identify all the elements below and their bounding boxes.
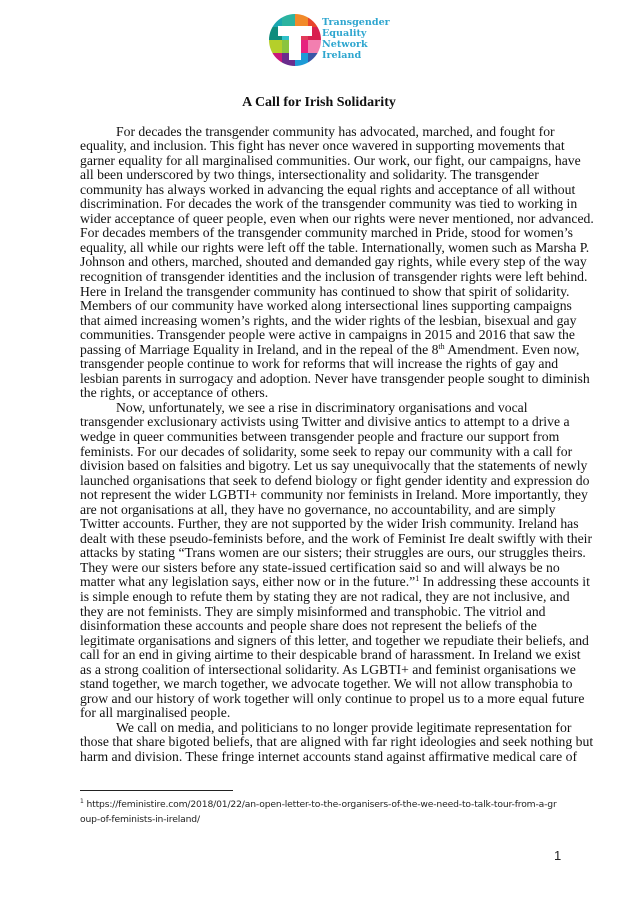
logo-text-line: Equality — [322, 28, 367, 39]
body-text-line — [80, 285, 580, 300]
body-text-line — [80, 530, 593, 547]
line-text: Amendment. Even now, — [444, 341, 580, 357]
body-text-line — [80, 690, 585, 707]
footnote-divider — [80, 790, 233, 791]
line-text: We call on media, and politicians to no longer provide legitimate representation for — [116, 719, 572, 735]
body-text-line — [80, 574, 590, 590]
line-text: all been underscored by two things, intersectionality and solidarity. The transgender — [80, 167, 539, 183]
line-text: communities. Transgender people were active in campaigns in 2015 and 2016 that saw the — [80, 327, 575, 343]
page-number: 1 — [554, 848, 562, 863]
line-text: Johnson and others, marched, shouted and demanded gay rights, while every step of the way — [80, 254, 587, 270]
line-text: transgender exclusionary activists using Twitter and divisive antics to attempt to a drive a — [80, 414, 570, 430]
body-text-line — [80, 299, 580, 314]
line-text: equality, and inclusion. This fight has never once wavered in supporting movements that — [80, 138, 565, 154]
line-text: stand together, we march together, we advocate together. We will not allow transphobia to — [80, 676, 573, 692]
body-text-line — [80, 314, 580, 329]
body-text-line — [80, 357, 580, 372]
line-text: launched organisations that seek to defend biology or fight gender identity and expression do — [80, 472, 590, 488]
line-text: wedge in queer communities between transgender people and fracture our support from — [80, 428, 560, 444]
line-text: for all marginalised people. — [80, 705, 231, 721]
line-text: They were our sisters before any state-issued certification said so and will always be no — [80, 559, 560, 575]
line-text: wider acceptance of queer people, even when our rights were never mentioned, nor advanced. — [80, 210, 594, 226]
line-text: Now, unfortunately, we see a rise in discriminatory organisations and vocal — [116, 399, 528, 415]
line-text: call for an end in giving airtime to their despicable brand of harassment. In Ireland we exist — [80, 647, 581, 663]
line-text: In addressing these accounts it — [419, 574, 590, 590]
line-text: harm and division. These fringe internet accounts stand against affirmative medical care of — [80, 749, 578, 765]
body-text-line — [80, 370, 590, 387]
body-text-line — [80, 619, 580, 634]
footnote-marker: 1 — [80, 798, 84, 805]
body-text-line — [80, 677, 580, 692]
logo-text-line: Transgender — [322, 17, 390, 28]
document-title: A Call for Irish Solidarity — [242, 95, 396, 110]
line-text: Twitter accounts. Further, they are not supported by the wider Irish community. Ireland has — [80, 516, 579, 532]
body-text-line — [80, 517, 580, 532]
body-text-line — [80, 239, 590, 256]
superscript: 1 — [415, 574, 420, 584]
line-text: is simple enough to refute them by stating they are not radical, they are not inclusive, and — [80, 589, 570, 604]
line-text: equality, all while our rights were left off the table. Internationally, women such as Marsha P. — [80, 239, 590, 255]
line-text: transgender people continue to work for reforms that will increase the rights of gay and — [80, 356, 559, 372]
line-text: division based on falsities and bigotry. Let us say unequivocally that the statements of newly — [80, 458, 588, 474]
body-text-line — [80, 472, 590, 489]
footnote-link[interactable]: https://feministire.com/2018/01/22/an-open-letter-to-the-organisers-of-the-we-need-to-talk-tour-from-a-group-of-feminists-in-ireland/ — [80, 799, 557, 825]
line-text: are not organisations at all, they have no governance, no accountability, and are simply — [80, 501, 556, 517]
superscript: th — [438, 341, 445, 351]
body-text-line — [80, 750, 580, 765]
teni-logo-icon — [269, 14, 321, 66]
body-text-line — [80, 226, 580, 241]
line-text: passing of Marriage Equality in Ireland, and in the repeal of the 8 — [80, 341, 439, 357]
body-text-line — [80, 721, 580, 736]
body-text-line — [80, 590, 580, 605]
body-text-line — [80, 401, 580, 416]
line-text: as a strong coalition of intersectional solidarity. As LGBTI+ and feminist organisations we — [80, 661, 576, 677]
line-text: lesbian parents in surrogacy and adoption. Never have transgender people sought to diminish — [80, 370, 590, 386]
body-text-line — [80, 561, 580, 576]
line-text: attacks by stating “Trans women are our sisters; their struggles are ours, our struggles theirs. — [80, 545, 586, 561]
line-text: the rights, or acceptance of others. — [80, 385, 269, 401]
body-text-line — [80, 458, 588, 474]
line-text: matter what any legislation says, either now or in the future.” — [80, 574, 416, 590]
line-text: dealt with these pseudo-feminists before, and the work of Feminist Ire dealt swiftly with their — [80, 530, 593, 546]
body-text-line — [80, 268, 588, 285]
line-text: For decades the transgender community has advocated, marched, and fought for — [116, 123, 555, 139]
body-text-line — [80, 328, 580, 343]
line-text: community has always worked in advancing the equal rights and acceptance of all without — [80, 181, 576, 197]
logo-wordmark — [322, 17, 390, 61]
body-text-line — [80, 183, 580, 198]
body-text-line — [80, 210, 594, 227]
document-body — [80, 123, 594, 765]
body-text-line — [80, 386, 580, 401]
line-text: For decades members of the transgender community marched in Pride, stood for women’s — [80, 225, 574, 241]
logo-text-line: Network — [322, 39, 368, 50]
body-text-line — [80, 734, 594, 750]
body-text-line — [80, 648, 580, 663]
line-text: that aimed increasing women’s rights, and the wider rights of the lesbian, bisexual and gay — [80, 312, 577, 328]
footnote — [80, 797, 560, 827]
line-text: grow and our history of work together will only continue to propel us to a more equal future — [80, 690, 585, 706]
body-text-line — [80, 706, 580, 721]
line-text: they are not feminists. They are simply misinformed and transphobic. The vitriol and — [80, 603, 546, 619]
line-text: discrimination. For decades the work of the transgender community was tied to working in — [80, 196, 578, 212]
body-text-line — [80, 197, 580, 212]
line-text: recognition of transgender identities and the inclusion of transgender rights were left behind. — [80, 268, 588, 284]
body-text-line — [80, 430, 580, 445]
body-text-line — [80, 125, 580, 140]
line-text: feminists. For our decades of solidarity, some seek to repay our community with a call for — [80, 443, 573, 459]
body-text-line — [80, 254, 587, 270]
body-text-line — [80, 487, 588, 503]
body-text-line — [80, 605, 580, 620]
body-text-line — [80, 139, 580, 154]
body-text-line — [80, 445, 580, 460]
body-text-line — [80, 343, 580, 358]
body-text-line — [80, 503, 580, 518]
body-text-line — [80, 415, 580, 430]
body-text-line — [80, 154, 580, 169]
line-text: legitimate organisations and signers of this letter, and together we repudiate their beliefs, and — [80, 632, 589, 648]
line-text: disinformation these accounts and people share does not represent the beliefs of the — [80, 618, 537, 634]
body-text-line — [80, 632, 589, 649]
line-text: Members of our community have worked along intersectional lines supporting campaigns — [80, 298, 572, 314]
logo-text-line: Ireland — [322, 50, 362, 61]
line-text: not represent the wider LGBTI+ community nor feminists in Ireland. More importantly, they — [80, 487, 588, 503]
line-text: garner equality for all marginalised communities. Our work, our fight, our campaigns, have — [80, 152, 581, 168]
body-text-line — [80, 545, 586, 561]
line-text: Here in Ireland the transgender community has continued to show that spirit of solidarity. — [80, 283, 570, 299]
body-text-line — [80, 663, 580, 678]
line-text: those that share bigoted beliefs, that are aligned with far right ideologies and seek nothing but — [80, 734, 594, 750]
body-text-line — [80, 168, 580, 183]
